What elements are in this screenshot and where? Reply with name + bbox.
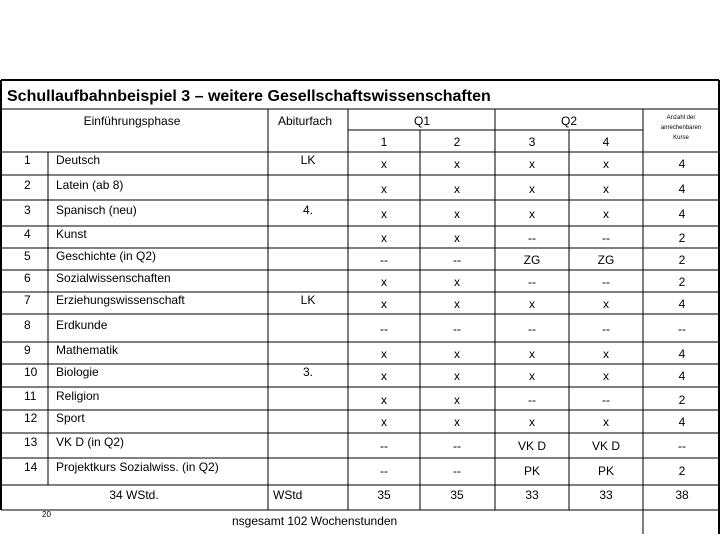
row-subject: Biologie — [56, 365, 99, 379]
row-q-cell: x — [454, 182, 460, 196]
row-anzahl: 4 — [678, 369, 686, 383]
header-q1: Q1 — [413, 114, 431, 128]
row-number: 13 — [24, 435, 38, 449]
row-q-cell: x — [529, 157, 535, 171]
row-q-cell: x — [603, 347, 609, 361]
header-q2: Q2 — [560, 114, 578, 128]
row-q-cell: -- — [602, 231, 610, 245]
row-q-cell: x — [529, 182, 535, 196]
row-anzahl: 4 — [678, 207, 686, 221]
row-q-cell: -- — [528, 275, 536, 289]
header-abiturfach: Abiturfach — [277, 114, 333, 128]
row-number: 2 — [24, 178, 31, 192]
row-q-cell: x — [529, 369, 535, 383]
row-anzahl: 2 — [678, 393, 686, 407]
row-q-cell: x — [603, 207, 609, 221]
row-q-cell: x — [381, 393, 387, 407]
row-subject: Sport — [56, 411, 85, 425]
row-subject: Projektkurs Sozialwiss. (in Q2) — [56, 460, 219, 474]
footer-q-2: 35 — [450, 488, 464, 502]
row-q-cell: x — [381, 415, 387, 429]
row-number: 3 — [24, 203, 31, 217]
row-q-cell: x — [603, 182, 609, 196]
row-q-cell: -- — [602, 275, 610, 289]
row-abiturfach: LK — [300, 293, 316, 307]
row-q-cell: x — [381, 369, 387, 383]
row-anzahl: -- — [678, 322, 686, 336]
header-sub-3: 3 — [528, 135, 536, 149]
row-q-cell: x — [454, 231, 460, 245]
row-q-cell: -- — [528, 322, 536, 336]
row-q-cell: -- — [602, 393, 610, 407]
row-q-cell: x — [381, 297, 387, 311]
row-q-cell: x — [529, 207, 535, 221]
row-anzahl: 2 — [678, 231, 686, 245]
row-q-cell: x — [454, 207, 460, 221]
header-sub-4: 4 — [602, 135, 610, 149]
row-q-cell: -- — [380, 464, 388, 478]
footer-gesamt: nsgesamt 102 Wochenstunden — [232, 514, 398, 528]
row-q-cell: -- — [453, 464, 461, 478]
row-abiturfach: 3. — [302, 365, 314, 379]
row-subject: Kunst — [56, 227, 87, 241]
row-q-cell: x — [454, 415, 460, 429]
row-q-cell: x — [381, 207, 387, 221]
row-abiturfach: 4. — [302, 203, 314, 217]
row-number: 7 — [24, 293, 31, 307]
row-q-cell: x — [603, 369, 609, 383]
row-anzahl: 2 — [678, 464, 686, 478]
row-subject: Latein (ab 8) — [56, 178, 124, 192]
row-abiturfach: LK — [300, 153, 316, 167]
page-number: 20 — [42, 510, 51, 519]
row-anzahl: 4 — [678, 347, 686, 361]
row-anzahl: 2 — [678, 275, 686, 289]
header-anzahl-line3: Kurse — [673, 135, 689, 141]
row-subject: Spanisch (neu) — [56, 203, 137, 217]
row-subject: Mathematik — [56, 343, 119, 357]
row-q-cell: -- — [602, 322, 610, 336]
row-q-cell: VK D — [517, 439, 547, 453]
row-number: 4 — [24, 227, 31, 241]
row-number: 11 — [24, 389, 37, 403]
row-q-cell: PK — [597, 464, 615, 478]
row-q-cell: x — [529, 297, 535, 311]
header-einfuehrungsphase: Einführungsphase — [83, 114, 181, 128]
row-q-cell: -- — [528, 393, 536, 407]
row-q-cell: x — [454, 157, 460, 171]
row-q-cell: -- — [453, 253, 461, 267]
header-anzahl-line2: anrechenbaren — [660, 125, 702, 131]
header-anzahl-line1: Anzahl der — [666, 115, 696, 121]
row-q-cell: x — [454, 347, 460, 361]
row-q-cell: x — [603, 297, 609, 311]
header-sub-2: 2 — [453, 135, 461, 149]
row-number: 14 — [24, 460, 38, 474]
row-q-cell: x — [603, 415, 609, 429]
row-number: 5 — [24, 249, 31, 263]
row-q-cell: x — [454, 393, 460, 407]
row-q-cell: VK D — [591, 439, 621, 453]
row-q-cell: ZG — [523, 253, 541, 267]
row-q-cell: -- — [453, 439, 461, 453]
row-number: 8 — [24, 318, 31, 332]
footer-anzahl: 38 — [675, 488, 689, 502]
row-q-cell: x — [529, 347, 535, 361]
row-subject: Religion — [56, 389, 100, 403]
row-anzahl: -- — [678, 439, 686, 453]
sheet-title: Schullaufbahnbeispiel 3 – weitere Gesellschaftswissenschaften — [7, 88, 491, 105]
row-q-cell: x — [381, 347, 387, 361]
row-number: 9 — [24, 343, 31, 357]
footer-q-1: 35 — [377, 488, 391, 502]
header-sub-1: 1 — [380, 135, 388, 149]
row-subject: Deutsch — [56, 153, 101, 167]
row-q-cell: x — [381, 182, 387, 196]
row-anzahl: 4 — [678, 415, 686, 429]
row-q-cell: -- — [453, 322, 461, 336]
row-q-cell: x — [454, 275, 460, 289]
row-number: 6 — [24, 271, 31, 285]
row-q-cell: x — [454, 297, 460, 311]
row-q-cell: x — [381, 157, 387, 171]
row-q-cell: x — [603, 157, 609, 171]
footer-ef-total: 34 WStd. — [109, 488, 159, 502]
row-q-cell: PK — [523, 464, 541, 478]
row-q-cell: ZG — [597, 253, 615, 267]
row-q-cell: x — [529, 415, 535, 429]
row-anzahl: 2 — [678, 253, 686, 267]
footer-q-4: 33 — [599, 488, 613, 502]
row-subject: Geschichte (in Q2) — [56, 249, 157, 263]
row-q-cell: -- — [380, 253, 388, 267]
footer-q-3: 33 — [525, 488, 539, 502]
row-number: 1 — [24, 153, 31, 167]
row-subject: VK D (in Q2) — [56, 435, 125, 449]
row-q-cell: -- — [380, 439, 388, 453]
row-number: 12 — [24, 411, 38, 425]
row-subject: Erdkunde — [56, 318, 108, 332]
row-anzahl: 4 — [678, 297, 686, 311]
row-anzahl: 4 — [678, 157, 686, 171]
row-anzahl: 4 — [678, 182, 686, 196]
footer-wstd: WStd — [273, 488, 303, 502]
row-q-cell: -- — [380, 322, 388, 336]
table-body — [24, 153, 686, 478]
row-q-cell: -- — [528, 231, 536, 245]
row-q-cell: x — [381, 231, 387, 245]
row-number: 10 — [24, 365, 38, 379]
row-subject: Erziehungswissenschaft — [56, 293, 185, 307]
row-q-cell: x — [381, 275, 387, 289]
row-q-cell: x — [454, 369, 460, 383]
row-subject: Sozialwissenschaften — [56, 271, 171, 285]
